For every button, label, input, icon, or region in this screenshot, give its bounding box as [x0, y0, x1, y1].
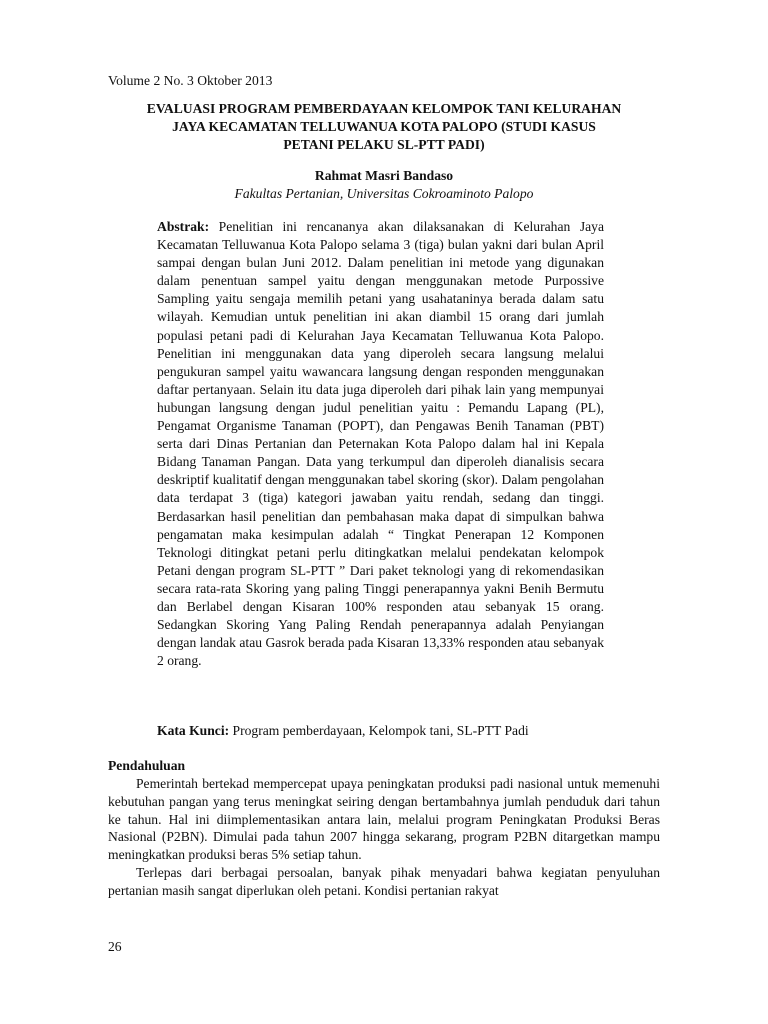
title-line: EVALUASI PROGRAM PEMBERDAYAAN KELOMPOK TANI KELURAHAN: [146, 101, 622, 116]
page-number: 26: [108, 939, 122, 954]
body-paragraph: Terlepas dari berbagai persoalan, banyak pihak menyadari bahwa kegiatan penyuluhan pertanian masih sangat diperlukan oleh petani. Kondisi pertanian rakyat: [108, 864, 660, 898]
keywords: [157, 722, 604, 740]
abstract-label: Abstrak:: [157, 219, 219, 234]
abstract: [157, 218, 604, 670]
paper-title: [108, 100, 660, 154]
keywords-text: Program pemberdayaan, Kelompok tani, SL-PTT Padi: [232, 723, 529, 738]
abstract-text: Penelitian ini rencananya akan dilaksanakan di Kelurahan Jaya Kecamatan Telluwanua Kota Palopo selama 3 (tiga) bulan yakni dari bulan April sampai dengan bulan Juni 2012. Dalam penelitian ini metode yang digunakan dalam penentuan sampel yaitu dengan menggunakan metode Purpossive Sampling yaitu sengaja memilih petani yang usahataninya berada dalam satu wilayah. Kemudian untuk penelitian ini akan diambil 15 orang dari jumlah populasi petani padi di Kelurahan Jaya Kecamatan Telluwanua Kota Palopo. Penelitian ini menggunakan data yang diperoleh secara langsung melalui pengukuran sampel yaitu wawancara langsung dengan responden menggunakan daftar pertanyaan. Selain itu data juga diperoleh dari pihak lain yang mempunyai hubungan langsung dengan judul penelitian yaitu : Pemandu Lapang (PL), Pengamat Organisme Tanaman (POPT), dan Pengawas Benih Tanaman (PBT) serta dari Dinas Pertanian dan Peternakan Kota Palopo dalam hal ini Kepala Bidang Tanaman Pangan. Data yang terkumpul dan diperoleh dianalisis secara deskriptif kualitatif dengan menggunakan tabel skoring (skor). Dalam pengolahan data terdapat 3 (tiga) kategori jawaban yaitu rendah, sedang dan tinggi. Berdasarkan hasil penelitian dan pembahasan maka dapat di simpulkan bahwa pengamatan maka kesimpulan adalah “ Tingkat Penerapan 12 Komponen Teknologi ditingkat petani perlu ditingkatkan melalui pendekatan kelompok Petani dengan program SL-PTT ” Dari paket teknologi yang di rekomendasikan secara rata-rata Skoring yang paling Tinggi penerapannya yakni Benih Bermutu dan Berlabel dengan Kisaran 100% responden atau sebanyak 15 orang. Sedangkan Skoring Yang Paling Rendah penerapannya adalah Penyiangan dengan landak atau Gasrok berada pada Kisaran 13,33% responden atau sebanyak 2 orang.: [157, 219, 604, 669]
author-name: Rahmat Masri Bandaso: [314, 168, 454, 183]
section-body: [108, 775, 660, 900]
volume-header: Volume 2 No. 3 Oktober 2013: [108, 73, 273, 88]
keywords-label: Kata Kunci:: [157, 723, 233, 738]
title-line: JAYA KECAMATAN TELLUWANUA KOTA PALOPO (STUDI KASUS: [172, 119, 596, 134]
body-paragraph: Pemerintah bertekad mempercepat upaya peningkatan produksi padi nasional untuk memenuhi kebutuhan pangan yang terus meningkat seiring dengan bertambahnya jumlah penduduk dari tahun ke tahun. Hal ini diimplementasikan antara lain, melalui program Peningkatan Produksi Beras Nasional (P2BN). Dimulai pada tahun 2007 hingga sekarang, program P2BN ditargetkan mampu meningkatkan produksi beras 5% setiap tahun.: [108, 776, 660, 863]
section-heading: Pendahuluan: [108, 758, 186, 773]
title-line: PETANI PELAKU SL-PTT PADI): [283, 137, 485, 152]
author-affiliation: Fakultas Pertanian, Universitas Cokroaminoto Palopo: [234, 186, 534, 201]
